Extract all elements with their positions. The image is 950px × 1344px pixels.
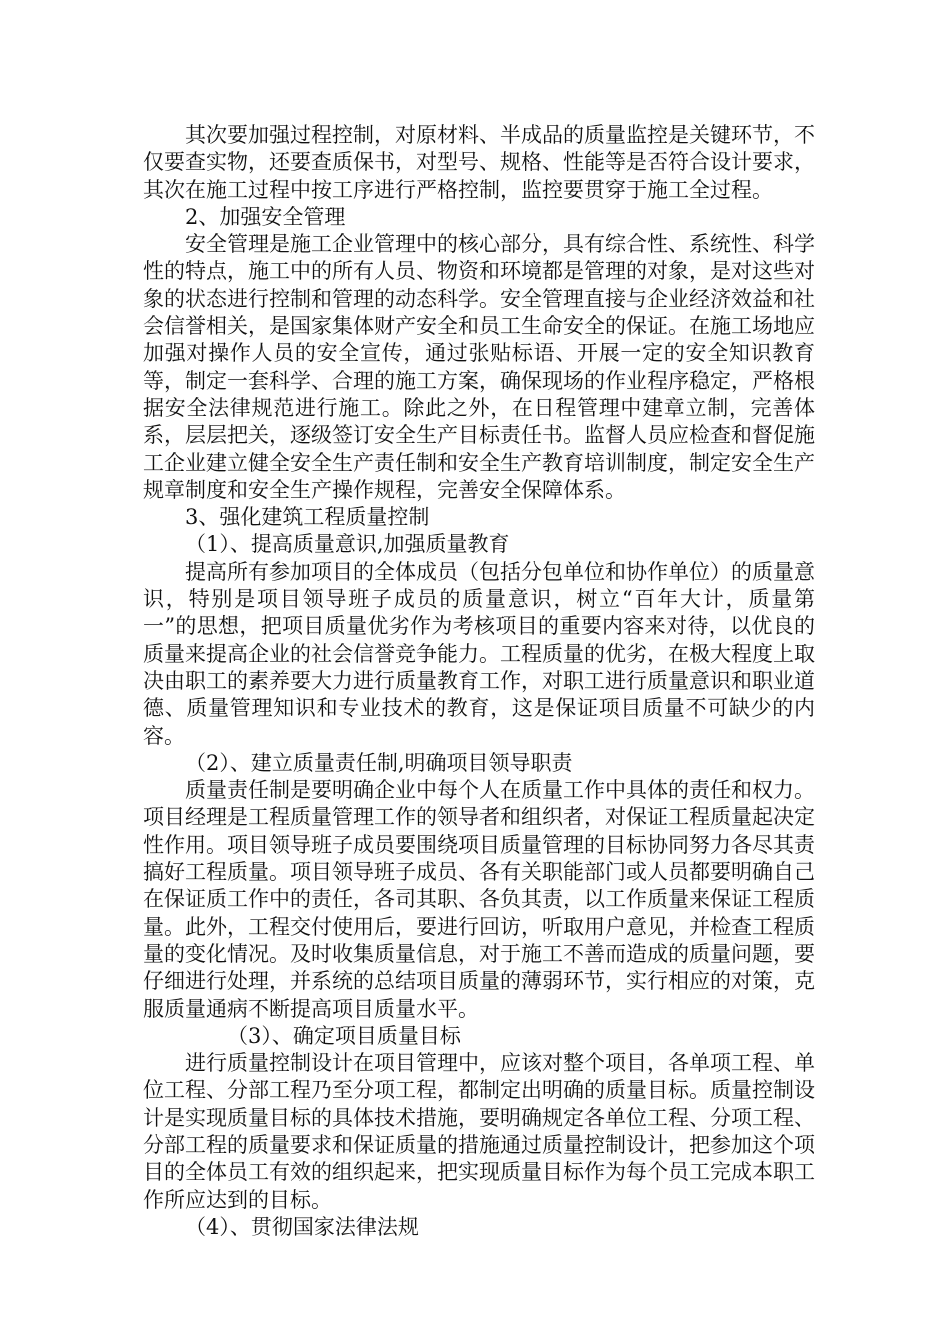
subheading-quality-target: （3）、确定项目质量目标 xyxy=(227,1023,461,1048)
subheading-laws-regulations: （4）、贯彻国家法律法规 xyxy=(185,1214,419,1239)
paragraph-quality-awareness: 提高所有参加项目的全体成员（包括分包单位和协作单位）的质量意识，特别是项目领导班子成员的质量意识，树立“百年大计，质量第一”的思想，把项目质量优劣作为考核项目的重要内容来对待，以优良的质量来提高企业的社会信誉竞争能力。工程质量的优劣，在极大程度上取决由职工的素养要大力进行质量教育工作，对职工进行质量意识和职业道德、质量管理知识和专业技术的教育，这是保证项目质量不可缺少的内容。 xyxy=(143,559,815,748)
paragraph-process-control: 其次要加强过程控制，对原材料、半成品的质量监控是关键环节，不仅要查实物，还要查质保书，对型号、规格、性能等是否符合设计要求，其次在施工过程中按工序进行严格控制，监控要贯穿于施工全过程。 xyxy=(143,123,815,202)
subheading-quality-awareness: （1）、提高质量意识,加强质量教育 xyxy=(185,532,510,557)
paragraph-safety-management: 安全管理是施工企业管理中的核心部分，具有综合性、系统性、科学性的特点，施工中的所有人员、物资和环境都是管理的对象，是对这些对象的状态进行控制和管理的动态科学。安全管理直接与企业经济效益和社会信誉相关，是国家集体财产安全和员工生命安全的保证。在施工场地应加强对操作人员的安全宣传，通过张贴标语、开展一定的安全知识教育等，制定一套科学、合理的施工方案，确保现场的作业程序稳定，严格根据安全法律规范进行施工。除此之外，在日程管理中建章立制，完善体系，层层把关，逐级签订安全生产目标责任书。监督人员应检查和督促施工企业建立健全安全生产责任制和安全生产教育培训制度，制定安全生产规章制度和安全生产操作规程，完善安全保障体系。 xyxy=(143,232,815,502)
subheading-quality-responsibility: （2）、建立质量责任制,明确项目领导职责 xyxy=(185,750,573,775)
heading-safety-management: 2、加强安全管理 xyxy=(185,204,346,229)
paragraph-quality-target: 进行质量控制设计在项目管理中，应该对整个项目，各单项工程、单位工程、分部工程乃至分项工程，都制定出明确的质量目标。质量控制设计是实现质量目标的具体技术措施，要明确规定各单位工程、分项工程、分部工程的质量要求和保证质量的措施通过质量控制设计，把参加这个项目的全体员工有效的组织起来，把实现质量目标作为每个员工完成本职工作所应达到的目标。 xyxy=(143,1051,815,1212)
document-body xyxy=(143,122,815,1241)
heading-quality-control: 3、强化建筑工程质量控制 xyxy=(185,505,430,530)
paragraph-quality-responsibility: 质量责任制是要明确企业中每个人在质量工作中具体的责任和权力。项目经理是工程质量管理工作的领导者和组织者，对保证工程质量起决定性作用。项目领导班子成员要围绕项目质量管理的目标协同努力各尽其责搞好工程质量。项目领导班子成员、各有关职能部门或人员都要明确自己在保证质工作中的责任，各司其职、各负其责，以工作质量来保证工程质量。此外，工程交付使用后，要进行回访，听取用户意见，并检查工程质量的变化情况。及时收集质量信息，对于施工不善而造成的质量问题，要仔细进行处理，并系统的总结项目质量的薄弱环节，实行相应的对策，克服质量通病不断提高项目质量水平。 xyxy=(143,778,815,1021)
